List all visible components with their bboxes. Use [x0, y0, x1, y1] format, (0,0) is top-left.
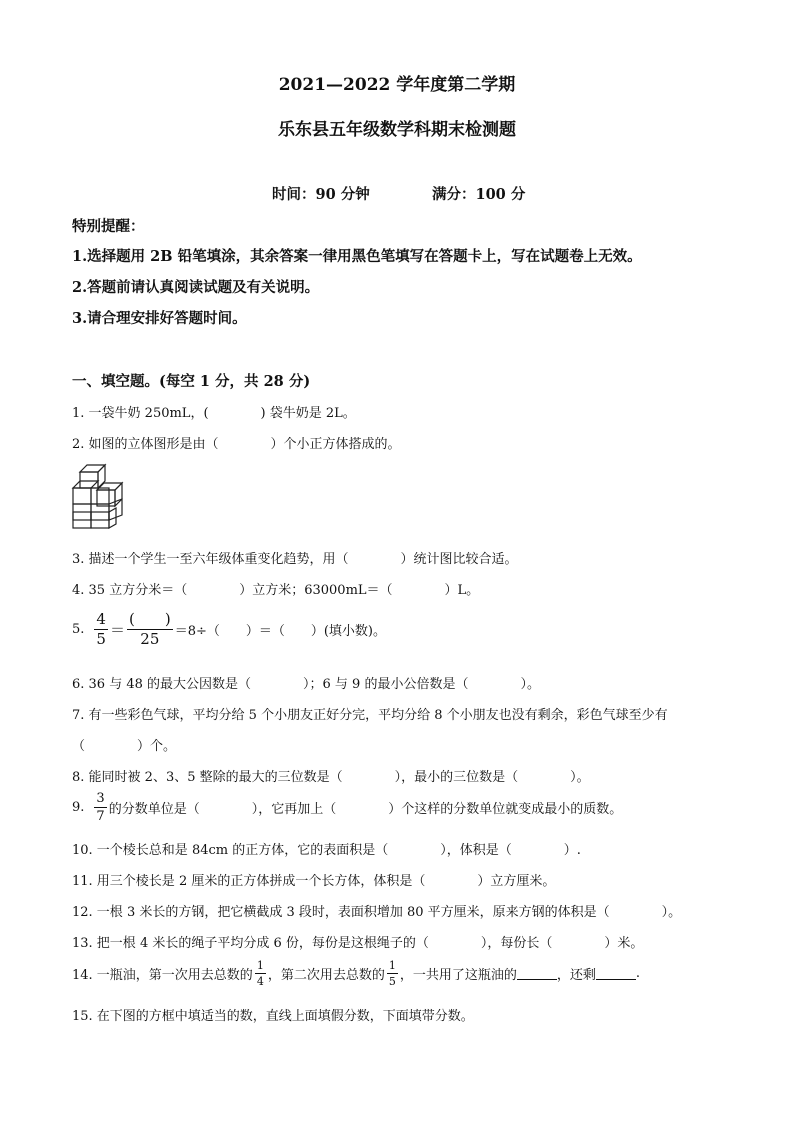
- page-subtitle: 乐东县五年级数学科期末检测题: [278, 120, 516, 140]
- fraction-1-5: [387, 960, 398, 987]
- fraction-numerator: 1: [388, 959, 396, 972]
- question-14-part-a: 14. 一瓶油，第一次用去总数的: [72, 968, 253, 983]
- notice-item: 1.选择题用 2B 铅笔填涂，其余答案一律用黑色笔填写在答题卡上，写在试题卷上无效。: [72, 248, 642, 265]
- fraction-4-5: [94, 612, 108, 647]
- fraction-denominator: 25: [140, 630, 160, 648]
- exam-time: 时间：90 分钟: [272, 186, 370, 203]
- question-5-suffix: ＝8÷（ ）＝（ ）(填小数)。: [174, 624, 386, 639]
- fraction-blank-25: [127, 612, 173, 647]
- notice-item: 2.答题前请认真阅读试题及有关说明。: [72, 279, 320, 296]
- question-9-suffix: 的分数单位是（ ），它再加上（ ）个这样的分数单位就变成最小的质数。: [108, 802, 623, 817]
- fraction-denominator: 5: [96, 630, 106, 648]
- fraction-numerator: 1: [256, 959, 264, 972]
- question-9-prefix: 9.: [72, 800, 85, 815]
- notice-item: 3.请合理安排好答题时间。: [72, 310, 247, 327]
- cube-face: [115, 483, 122, 506]
- question-5: [72, 612, 386, 647]
- notice-heading: 特别提醒：: [72, 218, 145, 235]
- question-10: 10. 一个棱长总和是 84cm 的正方体，它的表面积是（ ），体积是（ ）.: [72, 843, 581, 858]
- cube-face: [80, 472, 98, 488]
- question-14: [72, 960, 640, 987]
- cube-face: [73, 488, 91, 504]
- question-14-part-e: .: [635, 966, 640, 981]
- question-14-part-b: ，第二次用去总数的: [267, 968, 385, 983]
- fraction-numerator: 3: [96, 791, 105, 806]
- question-7-line1: 7. 有一些彩色气球，平均分给 5 个小朋友正好分完，平均分给 8 个小朋友也没有剩余，彩色气球至少有: [72, 708, 668, 723]
- question-2: 2. 如图的立体图形是由（ ）个小正方体搭成的。: [72, 437, 401, 452]
- exam-score: 满分：100 分: [432, 186, 526, 203]
- question-14-part-c: ，一共用了这瓶油的: [399, 968, 517, 983]
- fraction-denominator: 7: [96, 809, 105, 824]
- question-14-part-d: ，还剩: [556, 968, 596, 983]
- cube-face: [98, 465, 105, 488]
- question-11: 11. 用三个棱长是 2 厘米的正方体拼成一个长方体，体积是（ ）立方厘米。: [72, 874, 556, 889]
- question-4: 4. 35 立方分米＝（ ）立方米；63000mL＝（ ）L。: [72, 583, 480, 598]
- equals-sign: ＝: [109, 621, 125, 639]
- answer-underline: [517, 967, 557, 980]
- question-1: 1. 一袋牛奶 250mL，( ) 袋牛奶是 2L。: [72, 406, 356, 421]
- question-6: 6. 36 与 48 的最大公因数是（ ）；6 与 9 的最小公倍数是（ ）。: [72, 677, 540, 692]
- fraction-3-7: [94, 792, 106, 823]
- question-8: 8. 能同时被 2、3、5 整除的最大的三位数是（ ），最小的三位数是（ ）。: [72, 770, 590, 785]
- question-15: 15. 在下图的方框中填适当的数，直线上面填假分数，下面填带分数。: [72, 1009, 474, 1024]
- cube-stack-figure: [70, 462, 128, 532]
- fraction-denominator: 4: [256, 975, 264, 988]
- question-12: 12. 一根 3 米长的方钢，把它横截成 3 段时，表面积增加 80 平方厘米，原来方钢的体积是（ ）。: [72, 905, 682, 920]
- question-3: 3. 描述一个学生一至六年级体重变化趋势，用（ ）统计图比较合适。: [72, 552, 518, 567]
- fraction-denominator: 5: [388, 975, 396, 988]
- question-5-prefix: 5.: [72, 622, 85, 637]
- question-9: [72, 792, 622, 823]
- page-title: 2021—2022 学年度第二学期: [278, 75, 516, 95]
- question-13: 13. 把一根 4 米长的绳子平均分成 6 份，每份是这根绳子的（ ），每份长（ ）米。: [72, 936, 644, 951]
- answer-underline: [596, 967, 636, 980]
- fraction-1-4: [255, 960, 266, 987]
- question-7-line2: （ ）个。: [72, 739, 177, 754]
- fraction-numerator: ( ): [128, 610, 171, 628]
- section-heading: 一、填空题。(每空 1 分，共 28 分): [72, 373, 311, 390]
- cube-face: [73, 481, 98, 488]
- fraction-numerator: 4: [96, 610, 106, 628]
